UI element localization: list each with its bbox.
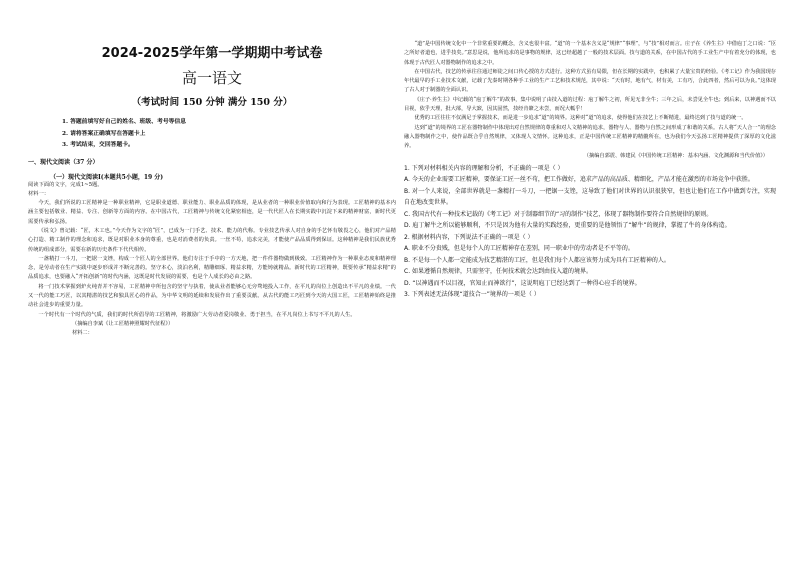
material2-paragraph: “道”是中国传统文化中一个非常重要的概念，含义也很丰富。“道”的一个基本含义是“规律”“事理”，与“技”相对而言。庄子在《养生主》中借庖丁之口说：“臣之所好者道也，进乎技矣。”意思是说，他所追求的是事物的规律，这已经超越了一般的技术层面。技与道的关系，在中国古代的手工业生产中有着充分的体现，也体现于古代匠人对器物制作的追求之中。 xyxy=(404,41,776,66)
material2-paragraph: 《庄子·养生主》中记载的“庖丁解牛”的故事，集中说明了由技入道的过程：庖丁解牛之初，所见无非全牛；三年之后，未尝见全牛也；到后来，以神遇而不以目视，依乎天理，批大郤，导大窾，因其固然，技经肯綮之未尝，而况大軱乎！ xyxy=(404,96,776,113)
question-option: C. 我国古代有一种技术记载的《考工记》对于制器细节的“习的制作”技艺，体现了器物制作要符合自然规律的原则。 xyxy=(404,210,713,218)
material1-paragraph: 《说文》曾记载：“匠，木工也。”今天作为文字的“匠”，已成为一门手艺、技术、能力的代称。专业技艺传承人对自身的手艺怀有敬畏之心，他们对产品精心打造、精工制作的理念和追求，既是对职业本身的尊重，也是对消费者的负责。一丝不苟，追求完美，才能使产品品质得到保证。这种精神是我们民族优秀传统的组成部分，需要在新的历史条件下代代相传。 xyxy=(28,227,396,253)
question-option: B. 对一个人来说，全部世界就是一盏精打一斗刀，一把锯一支锉，这导致了他们对世界的认识很狭窄，但也让他们在工作中做到专注，实现自在地改变世界。 xyxy=(404,187,776,207)
notice-item: 2. 请将答案正确填写在答题卡上 xyxy=(62,130,146,137)
material2-paragraph: 优秀的工匠往往不仅满足于掌握技术，而是进一步追求“道”的境界。这种对“道”的追求，使得他们在技艺上不断精进，最终达到了技与道的统一。 xyxy=(414,115,747,122)
material2-paragraph: 在中国古代，技艺的传承往往通过师徒之间口传心授的方式进行。这种方式虽有局限，但在长期的实践中，也积累了大量宝贵的经验。《考工记》作为我国现存年代最早的手工业技术文献，记载了先秦时期各种手工业的生产工艺和技术规范，其中说：“天有时，地有气，材有美，工有巧，合此四者，然后可以为良。”这体现了古人对于制器的全面认识。 xyxy=(404,68,776,94)
section-title: 一、现代文阅读（37 分） xyxy=(28,158,99,166)
notice-item: 1. 答题前填写好自己的姓名、班级、考号等信息 xyxy=(62,119,187,125)
material1-paragraph: 一盏精打一斗刀，一把锯一支锉，构成一个匠人的全部世界。他们专注于手中的一方天地，把一件件器物做到极致。工匠精神作为一种职业态度和精神理念，是劳动者在生产实践中逐步形成并不断完善的。坚守本心，淡泊名利，精雕细琢、精益求精，方能铸就精品。新时代的工匠精神，既要传承“精益求精”的品质追求，也要融入“开拓创新”的时代内涵，这既是时代发展的需要，也是个人成长的必由之路。 xyxy=(28,255,396,281)
material1-paragraph: 今天，我们所说的工匠精神是一种职业精神，它是职业道德、职业能力、职业品质的体现，是从业者的一种职业价值取向和行为表现。工匠精神的基本内涵主要包括敬业、精益、专注、创新等方面的内容。在中国古代，工匠精神与传统文化紧密相连，是一代代匠人在长期实践中沉淀下来的精神财富，新时代更需要传承和弘扬。 xyxy=(28,200,396,225)
notice-item: 3. 考试结束，交回答题卡。 xyxy=(62,142,134,148)
question-2: 2. 根据材料内容，下列说法不正确的一项是（ ） xyxy=(404,233,534,241)
left-column xyxy=(28,0,396,562)
material1-paragraph: 将一门技术掌握到炉火纯青并不容易，工匠精神中所包含的坚守与执着，使从业者能够心无旁骛地投入工作，在平凡的岗位上创造出不平凡的业绩。一代又一代的能工巧匠，以其精湛的技艺和独具匠心的作品，为中华文明的延续和发展作出了重要贡献。从古代的能工巧匠到今天的大国工匠，工匠精神始终是推动社会进步的重要力量。 xyxy=(28,283,396,309)
material1-paragraph: 一个时代有一个时代的气质，我们的时代所倡导的工匠精神，将激励广大劳动者爱岗敬业、勇于担当，在平凡岗位上书写不平凡的人生。 xyxy=(38,311,356,318)
question-3: 3. 下列表述无法体现“道技合一”境界的一项是（ ） xyxy=(404,291,540,299)
question-1: 1. 下列对材料相关内容的理解和分析，不正确的一项是（ ） xyxy=(404,164,564,172)
subsection-title: （一）现代文阅读Ⅰ(本题共5小题，19 分) xyxy=(50,173,164,181)
material1-source: （摘编自李斌《让工匠精神照耀时代征程》） xyxy=(72,320,174,327)
exam-title: 2024-2025学年第一学期期中考试卷 xyxy=(101,46,323,61)
material2-paragraph: 达到“道”的境界的工匠在器物制作中体现出对自然规律的尊重和对人文精神的追求，器物与人、器物与自然之间形成了和谐的关系。古人将“天人合一”的理念融入器物制作之中，使作品既合乎自然规律，又体现人文情怀。这种追求，正是中国传统工匠精神的精髓所在，也为我们今天弘扬工匠精神提供了深厚的文化滋养。 xyxy=(404,124,776,150)
material2-label: 材料二： xyxy=(72,329,93,336)
instruction: 阅读下面的文字，完成1~5题。 xyxy=(28,181,103,188)
question-option: B. 不是每一个人都一定能成为技艺精湛的工匠，但是我们每个人都应该努力成为具有工匠精神的人。 xyxy=(404,256,670,264)
question-option: D. 庖丁解牛之所以能够顺利，不只是因为他有大量的实践经验，更重要的是他领悟了“解牛”的规律，掌握了牛的身体构造。 xyxy=(404,222,731,230)
question-option: C. 如果遵循自然规律，只需坚守，任何技术就会达到由技入道的境界。 xyxy=(404,268,593,276)
right-column xyxy=(404,0,776,562)
material1-label: 材料一： xyxy=(28,190,50,197)
material2-source: （摘编自郭震、韩建民《中国传统工匠精神：基本内涵、文化渊源和当代价值》） xyxy=(583,152,768,159)
notice-list xyxy=(62,118,396,150)
exam-subject: 高一语文 xyxy=(181,69,242,87)
question-option: A. 今天的企业需要工匠精神，要保证工匠一丝不苟，把工作做好，追求产品的高品质、精细化，产品才能在激烈的市场竞争中获胜。 xyxy=(404,176,754,184)
exam-meta: （考试时间 150 分钟 满分 150 分） xyxy=(131,97,293,108)
question-option: D. “以神遇而不以目视，官知止而神欲行”，这说明庖丁已经达到了一种得心应手的境界。 xyxy=(404,279,641,287)
question-option: A. 职业不分贵贱，但是每个人的工匠精神存在差别，同一职业中的劳动者是不平等的。 xyxy=(404,245,634,253)
